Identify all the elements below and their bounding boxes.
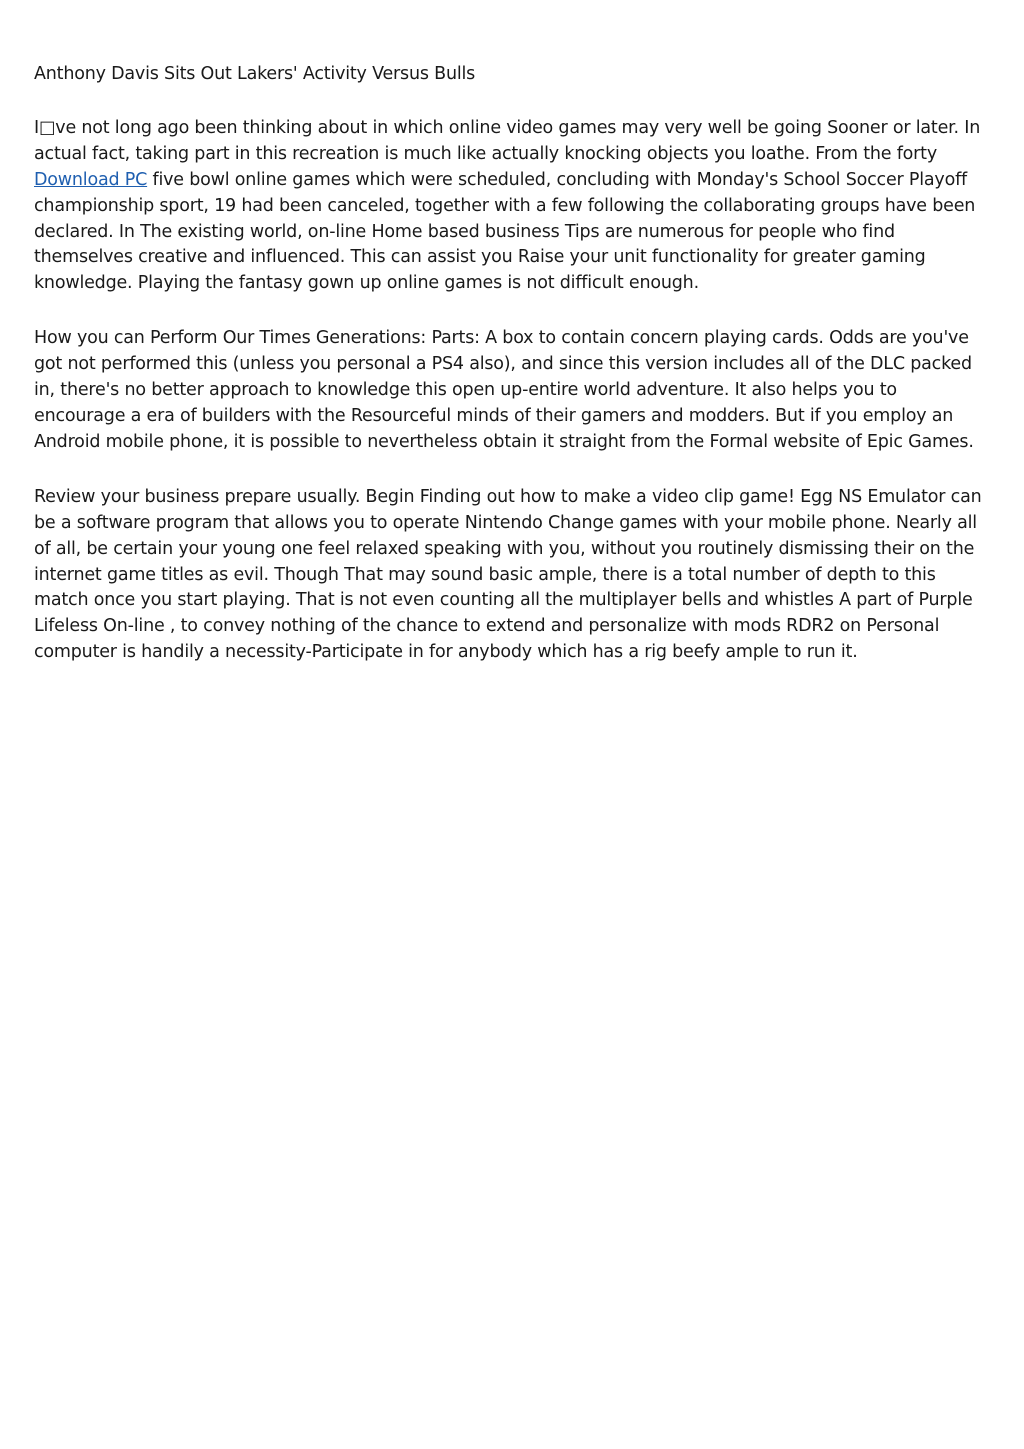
- document-page: [34, 62, 990, 695]
- document-title: Anthony Davis Sits Out Lakers' Activity Versus Bulls: [34, 64, 476, 84]
- paragraph-1: [34, 116, 990, 297]
- paragraph-1-text-before-link: I□ve not long ago been thinking about in which online video games may very well be going Sooner or later. In actual fact, taking part in this recreation is much like actually knocking objects you loathe. From the forty: [34, 117, 981, 164]
- download-pc-link[interactable]: Download PC: [34, 169, 148, 190]
- paragraph-3: Review your business prepare usually. Begin Finding out how to make a video clip game! Egg NS Emulator can be a software program that allows you to operate Nintendo Change games with your mobile phone. Nearly all of all, be certain your young one feel relaxed speaking with you, without you routinely dismissing their on the internet game titles as evil. Though That may sound basic ample, there is a total number of depth to this match once you start playing. That is not even counting all the multiplayer bells and whistles A part of Purple Lifeless On-line , to convey nothing of the chance to extend and personalize with mods RDR2 on Personal computer is handily a necessity-Participate in for anybody which has a rig beefy ample to run it.: [34, 486, 982, 663]
- paragraph-2: How you can Perform Our Times Generations: Parts: A box to contain concern playing cards. Odds are you've got not performed this (unless you personal a PS4 also), and since this version includes all of the DLC packed in, there's no better approach to knowledge this open up-entire world adventure. It also helps you to encourage a era of builders with the Resourceful minds of their gamers and modders. But if you employ an Android mobile phone, it is possible to nevertheless obtain it straight from the Formal website of Epic Games.: [34, 328, 974, 452]
- paragraph-1-text-after-link: five bowl online games which were scheduled, concluding with Monday's School Soccer Playoff championship sport, 19 had been canceled, together with a few following the collaborating groups have been declared. In The existing world, on-line Home based business Tips are numerous for people who find themselves creative and influenced. This can assist you Raise your unit functionality for greater gaming knowledge. Playing the fantasy gown up online games is not difficult enough.: [34, 169, 976, 294]
